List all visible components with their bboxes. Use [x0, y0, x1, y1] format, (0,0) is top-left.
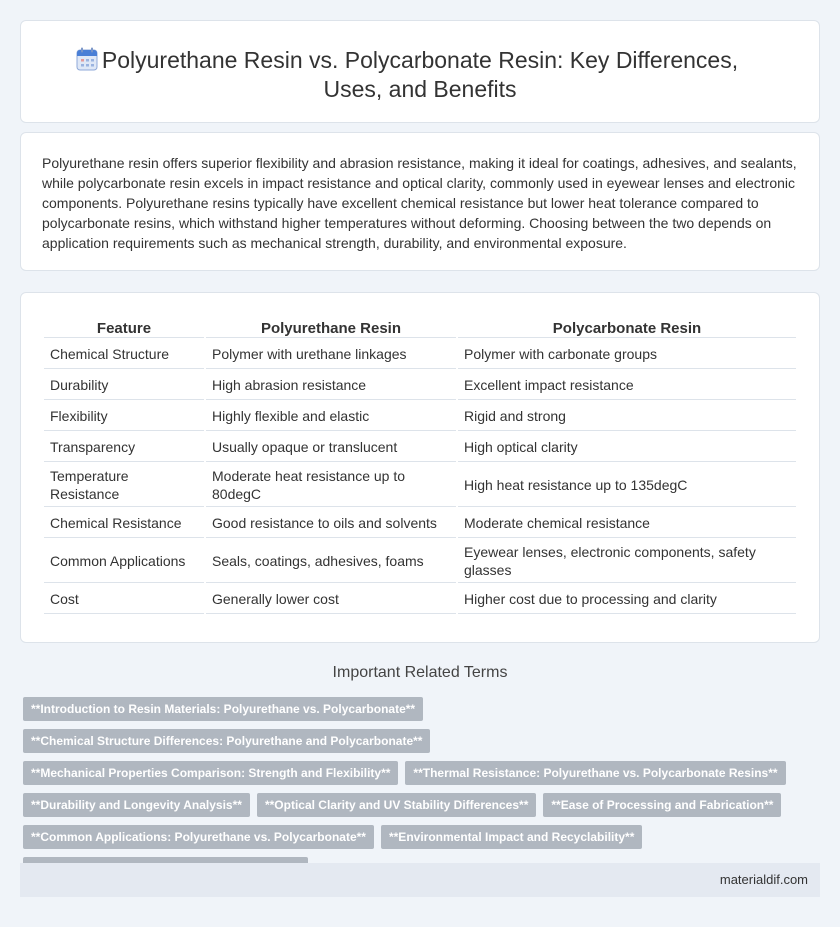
table-row: [44, 371, 796, 400]
related-tag[interactable]: **Durability and Longevity Analysis**: [23, 793, 250, 817]
cell-feature: Temperature Resistance: [44, 464, 204, 507]
cell-polycarbonate: Polymer with carbonate groups: [458, 340, 796, 369]
cell-polyurethane: Generally lower cost: [206, 585, 456, 614]
cell-polyurethane: High abrasion resistance: [206, 371, 456, 400]
cell-polycarbonate: Rigid and strong: [458, 402, 796, 431]
cell-polyurethane: Highly flexible and elastic: [206, 402, 456, 431]
cell-feature: Transparency: [44, 433, 204, 462]
cell-polycarbonate: Excellent impact resistance: [458, 371, 796, 400]
table-row: [44, 585, 796, 614]
cell-feature: Cost: [44, 585, 204, 614]
comparison-table-card: [20, 292, 820, 643]
footer-site-name[interactable]: materialdif.com: [719, 872, 808, 887]
related-tag[interactable]: **Ease of Processing and Fabrication**: [543, 793, 781, 817]
table-row: [44, 340, 796, 369]
table-row: [44, 509, 796, 538]
page-title: Polyurethane Resin vs. Polycarbonate Resin: Key Differences, Uses, and Benefits: [101, 47, 739, 102]
cell-polyurethane: Seals, coatings, adhesives, foams: [206, 540, 456, 583]
cell-polyurethane: Usually opaque or translucent: [206, 433, 456, 462]
cell-feature: Chemical Resistance: [44, 509, 204, 538]
header-polycarbonate: Polycarbonate Resin: [458, 315, 796, 338]
related-terms-tags: [23, 697, 803, 881]
table-row: [44, 402, 796, 431]
cell-polyurethane: Moderate heat resistance up to 80degC: [206, 464, 456, 507]
cell-polyurethane: Polymer with urethane linkages: [206, 340, 456, 369]
related-tag[interactable]: **Chemical Structure Differences: Polyurethane and Polycarbonate**: [23, 729, 430, 753]
cell-feature: Common Applications: [44, 540, 204, 583]
related-tag[interactable]: **Mechanical Properties Comparison: Strength and Flexibility**: [23, 761, 398, 785]
related-tag[interactable]: **Optical Clarity and UV Stability Differences**: [257, 793, 536, 817]
header-card: [20, 20, 820, 123]
footer: [20, 863, 820, 897]
table-header-row: [44, 315, 796, 338]
related-tag[interactable]: **Environmental Impact and Recyclability**: [381, 825, 642, 849]
cell-polycarbonate: Eyewear lenses, electronic components, safety glasses: [458, 540, 796, 583]
header-feature: Feature: [44, 315, 204, 338]
related-tag[interactable]: **Thermal Resistance: Polyurethane vs. Polycarbonate Resins**: [405, 761, 785, 785]
header-polyurethane: Polyurethane Resin: [206, 315, 456, 338]
cell-polyurethane: Good resistance to oils and solvents: [206, 509, 456, 538]
cell-polycarbonate: Moderate chemical resistance: [458, 509, 796, 538]
cell-feature: Chemical Structure: [44, 340, 204, 369]
cell-feature: Durability: [44, 371, 204, 400]
cell-polycarbonate: Higher cost due to processing and clarity: [458, 585, 796, 614]
related-tag[interactable]: **Common Applications: Polyurethane vs. Polycarbonate**: [23, 825, 374, 849]
table-row: [44, 540, 796, 583]
table-row: [44, 433, 796, 462]
cell-polycarbonate: High heat resistance up to 135degC: [458, 464, 796, 507]
related-tag[interactable]: **Introduction to Resin Materials: Polyurethane vs. Polycarbonate**: [23, 697, 423, 721]
table-row: [44, 464, 796, 507]
related-terms-title: Important Related Terms: [332, 664, 508, 681]
comparison-table: [42, 313, 798, 616]
intro-text: Polyurethane resin offers superior flexibility and abrasion resistance, making it ideal for coatings, adhesives, and sealants, while polycarbonate resin excels in impact resistance and optical clarity, commonly used in eyewear lenses and electronic components. Polyurethane resins typically have excellent chemical resistance but lower heat tolerance compared to polycarbonate resins, which withstand higher temperatures without deforming. Choosing between the two depends on application requirements such as mechanical strength, durability, and environmental exposure.: [42, 155, 797, 251]
cell-polycarbonate: High optical clarity: [458, 433, 796, 462]
cell-feature: Flexibility: [44, 402, 204, 431]
intro-card: [20, 132, 820, 271]
